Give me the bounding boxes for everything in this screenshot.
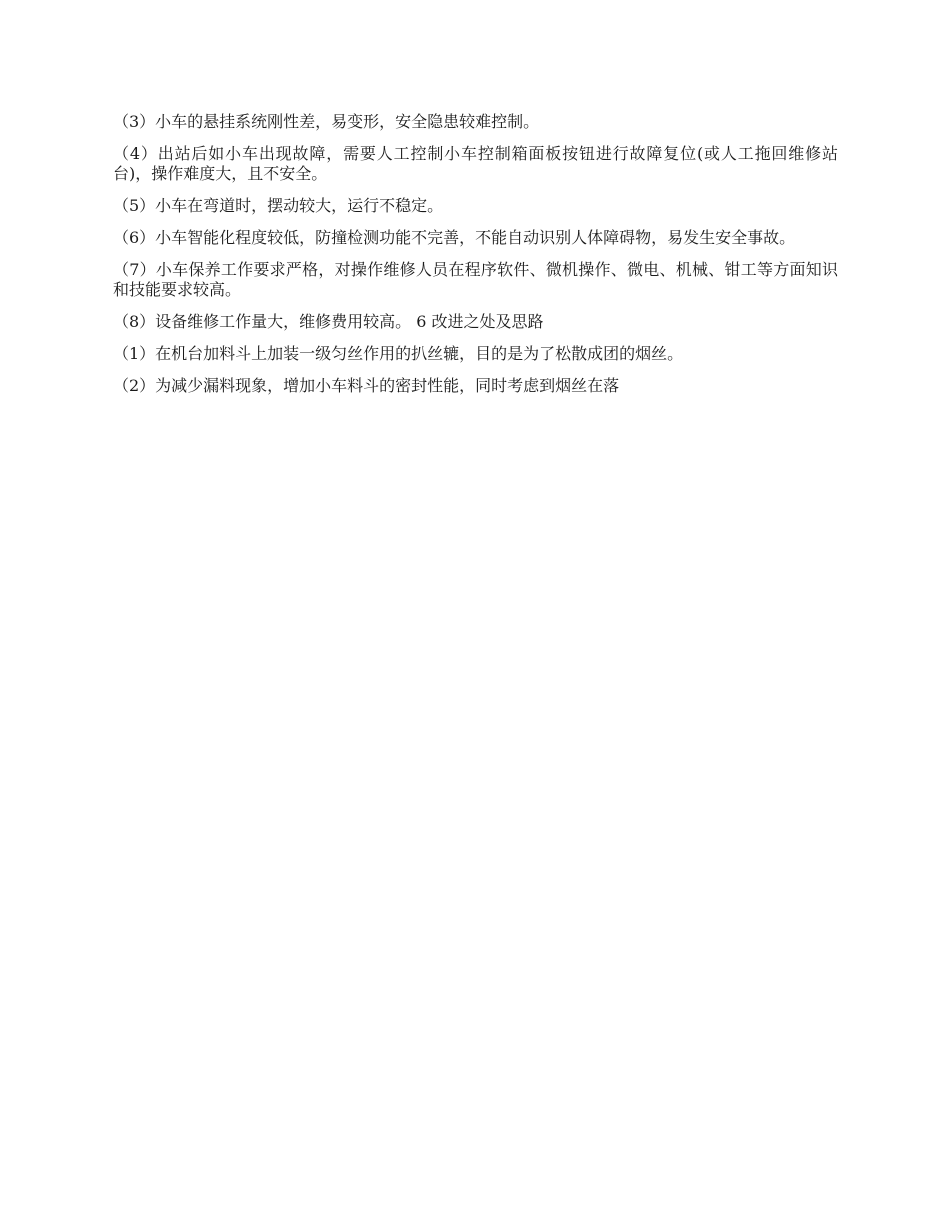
improvement-2: （2）为减少漏料现象，增加小车料斗的密封性能，同时考虑到烟丝在落: [113, 376, 620, 395]
paragraph-8: （8）设备维修工作量大，维修费用较高。 6 改进之处及思路: [113, 312, 544, 331]
paragraph-7: （7）小车保养工作要求严格，对操作维修人员在程序软件、微机操作、微电、机械、钳工等方面知识和技能要求较高。: [113, 260, 838, 299]
document-page: [113, 112, 838, 408]
paragraph-4: （4）出站后如小车出现故障，需要人工控制小车控制箱面板按钮进行故障复位(或人工拖回维修站台)，操作难度大，且不安全。: [113, 144, 838, 183]
improvement-1: （1）在机台加料斗上加装一级匀丝作用的扒丝辘，目的是为了松散成团的烟丝。: [113, 344, 684, 363]
paragraph-5: （5）小车在弯道时，摆动较大，运行不稳定。: [113, 196, 444, 215]
paragraph-3: （3）小车的悬挂系统刚性差，易变形，安全隐患较难控制。: [113, 112, 540, 131]
paragraph-6: （6）小车智能化程度较低，防撞检测功能不完善，不能自动识别人体障碍物，易发生安全事故。: [113, 228, 796, 247]
